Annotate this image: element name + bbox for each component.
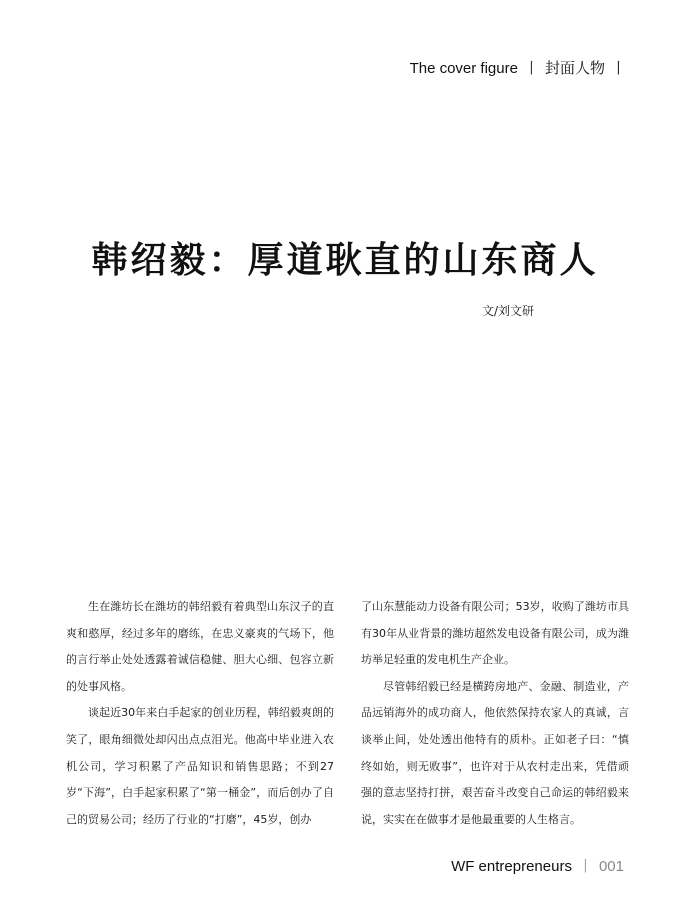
header-trailing-bar: 丨 xyxy=(610,60,626,77)
page-footer xyxy=(451,855,624,876)
article-column-right xyxy=(361,594,629,833)
paragraph: 谈起近30年来白手起家的创业历程，韩绍毅爽朗的笑了，眼角细微处却闪出点点泪光。他高中毕业进入农机公司，学习积累了产品知识和销售思路；不到27岁“下海”，白手起家积累了“第一桶金”，而后创办了自己的贸易公司；经历了行业的“打磨”，45岁，创办 xyxy=(66,706,334,826)
section-label-cn: 封面人物 xyxy=(544,60,605,77)
footer-separator: 丨 xyxy=(577,858,593,875)
paragraph: 生在潍坊长在潍坊的韩绍毅有着典型山东汉子的直爽和憨厚，经过多年的磨练，在忠义豪爽的气场下，他的言行举止处处透露着诚信稳健、胆大心细、包容立新的处事风格。 xyxy=(66,600,334,693)
page-number: 001 xyxy=(598,858,624,875)
section-label-en: The cover figure xyxy=(409,60,518,77)
article-title: 韩绍毅：厚道耿直的山东商人 xyxy=(91,240,599,281)
header-separator: 丨 xyxy=(523,60,539,77)
article-byline: 文/刘文研 xyxy=(482,304,535,318)
section-header xyxy=(410,57,626,78)
paragraph: 尽管韩绍毅已经是横跨房地产、金融、制造业，产品远销海外的成功商人，他依然保持农家人的真诚，言谈举止间，处处透出他特有的质朴。正如老子曰：“慎终如始，则无败事”，也许对于从农村走出来，凭借顽强的意志坚持打拼，艰苦奋斗改变自己命运的韩绍毅来说，实实在在做事才是他最重要的人生格言。 xyxy=(361,679,629,826)
article-column-left xyxy=(66,594,334,833)
magazine-name: WF entrepreneurs xyxy=(451,858,572,875)
paragraph: 了山东慧能动力设备有限公司；53岁，收购了潍坊市具有30年从业背景的潍坊超然发电设备有限公司，成为潍坊举足轻重的发电机生产企业。 xyxy=(361,600,629,667)
